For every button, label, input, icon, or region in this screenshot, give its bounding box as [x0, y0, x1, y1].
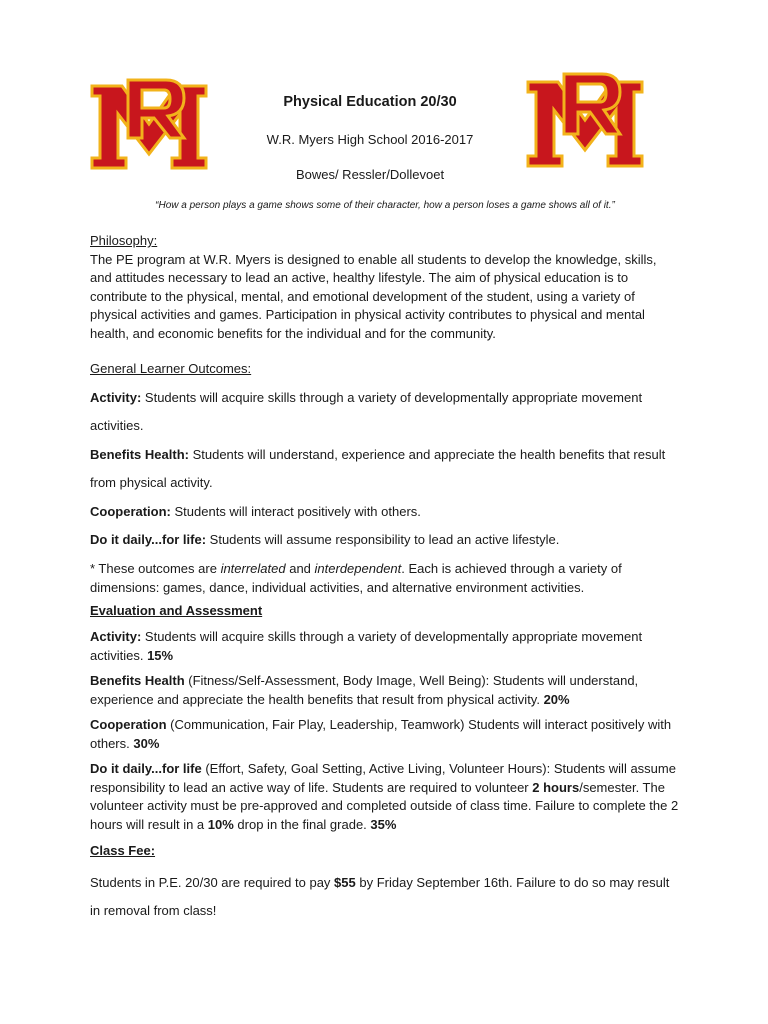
outcome-text: Students will understand, experience and appreciate the health benefits that result from physical activity. [90, 447, 666, 490]
penalty-percent: 10% [207, 816, 234, 832]
volunteer-hours: 2 hours [532, 779, 580, 795]
outcome-benefits-health [90, 441, 680, 497]
outcomes-note [90, 560, 680, 597]
note-text: . Each is achieved through a variety of dimensions: games, dance, individual activities, and alternative environment activities. [90, 561, 622, 595]
note-text: * These outcomes are [90, 561, 221, 576]
fee-text: Students in P.E. 20/30 are required to pay [90, 875, 335, 890]
school-logo-left [88, 78, 210, 176]
evaluation-text: /semester. The volunteer activity must be pre-approved and completed outside of class time. Failure to complete the 2 hours will result in a [90, 779, 679, 832]
evaluation-label: Benefits Health [90, 673, 185, 688]
outcome-label: Activity: [90, 390, 142, 405]
outcome-label: Do it daily...for life: [90, 532, 207, 547]
class-fee-heading-text: Class Fee: [90, 843, 156, 858]
philosophy-heading: Philosophy: [90, 233, 158, 248]
evaluation-text: (Fitness/Self-Assessment, Body Image, Well Being): Students will understand, experience and appreciate the health benefits that result from physical activity. [90, 673, 639, 707]
outcome-do-it-daily [90, 531, 680, 550]
outcomes-heading [90, 360, 680, 379]
class-fee-text [90, 869, 680, 925]
note-emphasis: interdependent [314, 561, 402, 576]
outcome-label: Benefits Health: [90, 447, 189, 462]
outcomes-heading-text: General Learner Outcomes: [90, 361, 252, 376]
evaluation-label: Activity: [90, 629, 142, 644]
evaluation-activity [90, 628, 680, 665]
outcome-label: Cooperation: [90, 504, 171, 519]
note-text: and [285, 561, 315, 576]
outcome-text: Students will assume responsibility to lead an active lifestyle. [206, 532, 560, 547]
outcome-text: Students will acquire skills through a variety of developmentally appropriate movement activities. [90, 390, 643, 433]
evaluation-text: drop in the final grade. [233, 816, 371, 832]
teacher-names: Bowes/ Ressler/Dollevoet [295, 167, 445, 182]
philosophy-section [90, 232, 680, 343]
note-emphasis: interrelated [220, 561, 286, 576]
evaluation-benefits-health [90, 672, 680, 709]
evaluation-weight: 35% [370, 816, 397, 832]
evaluation-weight: 15% [147, 647, 174, 663]
fee-text: by Friday September 16th. Failure to do so may result in removal from class! [90, 875, 670, 918]
outcome-cooperation [90, 503, 680, 522]
outcome-activity [90, 384, 680, 440]
evaluation-weight: 20% [543, 691, 570, 707]
school-name: W.R. Myers High School 2016-2017 [266, 132, 474, 147]
evaluation-text: (Communication, Fair Play, Leadership, Teamwork) Students will interact positively with others. [90, 717, 672, 751]
philosophy-text: The PE program at W.R. Myers is designed to enable all students to develop the knowledge, skills, and attitudes necessary to lead an active, healthy lifestyle. The aim of physical education is to contribute to the physical, mental, and emotional development of the student, using a variety of physical activities and games. Participation in physical activity contributes to physical and mental health, and economic benefits for the individual and for the community. [90, 251, 657, 341]
logo-shape [528, 74, 642, 166]
outcome-text: Students will interact positively with others. [170, 504, 421, 519]
quote: “How a person plays a game shows some of their character, how a person loses a game shows all of it.” [155, 200, 615, 211]
evaluation-label: Cooperation [90, 717, 167, 732]
evaluation-heading-text: Evaluation and Assessment [90, 603, 263, 618]
evaluation-weight: 30% [133, 735, 160, 751]
evaluation-text: Students will acquire skills through a variety of developmentally appropriate movement activities. [90, 629, 643, 663]
document-title: Physical Education 20/30 [283, 94, 457, 110]
fee-amount: $55 [334, 875, 356, 890]
logo-shape [92, 80, 206, 168]
evaluation-label: Do it daily...for life [90, 761, 202, 776]
evaluation-text: (Effort, Safety, Goal Setting, Active Living, Volunteer Hours): Students will assume responsibility to lead an active way of life. Students are required to volunteer [90, 761, 676, 795]
logo-m-shape [92, 86, 206, 168]
evaluation-cooperation [90, 716, 680, 753]
evaluation-do-it-daily [90, 760, 680, 834]
school-logo-right [524, 72, 646, 174]
class-fee-heading [90, 842, 680, 861]
evaluation-heading [90, 602, 680, 621]
logo-m-shape [528, 82, 642, 166]
